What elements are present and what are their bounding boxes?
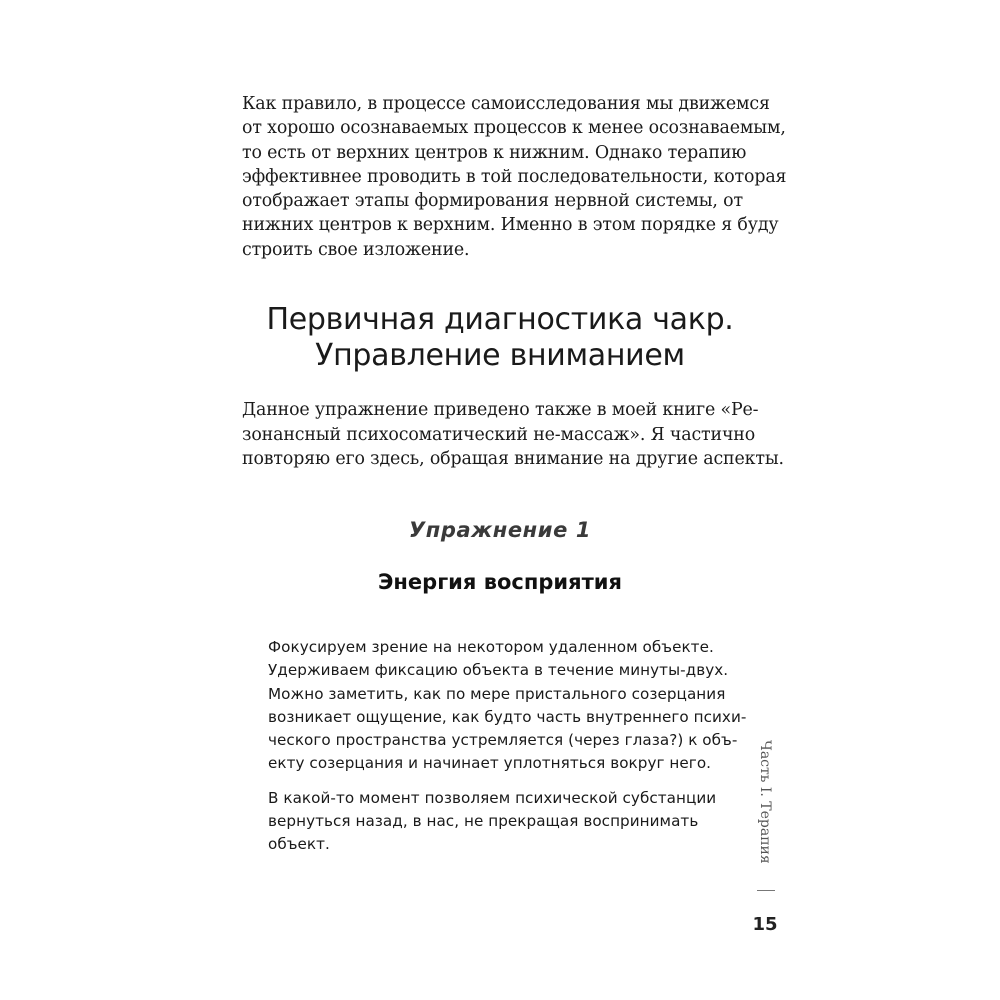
section-title: Первичная диагностика чакр. Управление вниманием xyxy=(266,302,734,373)
page-number: 15 xyxy=(752,914,778,935)
exercise-label: Упражнение 1 xyxy=(408,518,592,542)
note-paragraph: Данное упражнение приведено также в моей книге «Ре- зонансный психосоматический не-массаж». Я частично повторяю его здесь, обращая внимание на другие аспекты. xyxy=(242,400,784,469)
intro-paragraph: Как правило, в процессе самоисследования мы движемся от хорошо осознаваемых процессов к менее осознаваемым, то есть от верхних центров к нижним. Однако терапию эффективнее проводить в той последовательности, которая отображает этапы формирования нервной системы, от нижних центров к верхним. Именно в этом порядке я буду строить свое изложение. xyxy=(242,94,787,260)
running-header: Часть I. Терапия xyxy=(757,740,773,864)
exercise-paragraph: В какой-то момент позволяем психической субстанции вернуться назад, в нас, не прекращая воспринимать объект. xyxy=(268,788,717,854)
exercise-title: Энергия восприятия xyxy=(378,570,622,594)
exercise-body xyxy=(268,636,747,868)
exercise-paragraph: Фокусируем зрение на некотором удаленном объекте. Удерживаем фиксацию объекта в течение минуты-двух. Можно заметить, как по мере пристального созерцания возникает ощущение, как будто часть внутреннего психи- ческого пространства устремляется (через глаза?) к объ- екту созерцания и начинает уплотняться вокруг него. xyxy=(268,638,747,773)
folio-divider xyxy=(757,890,775,891)
